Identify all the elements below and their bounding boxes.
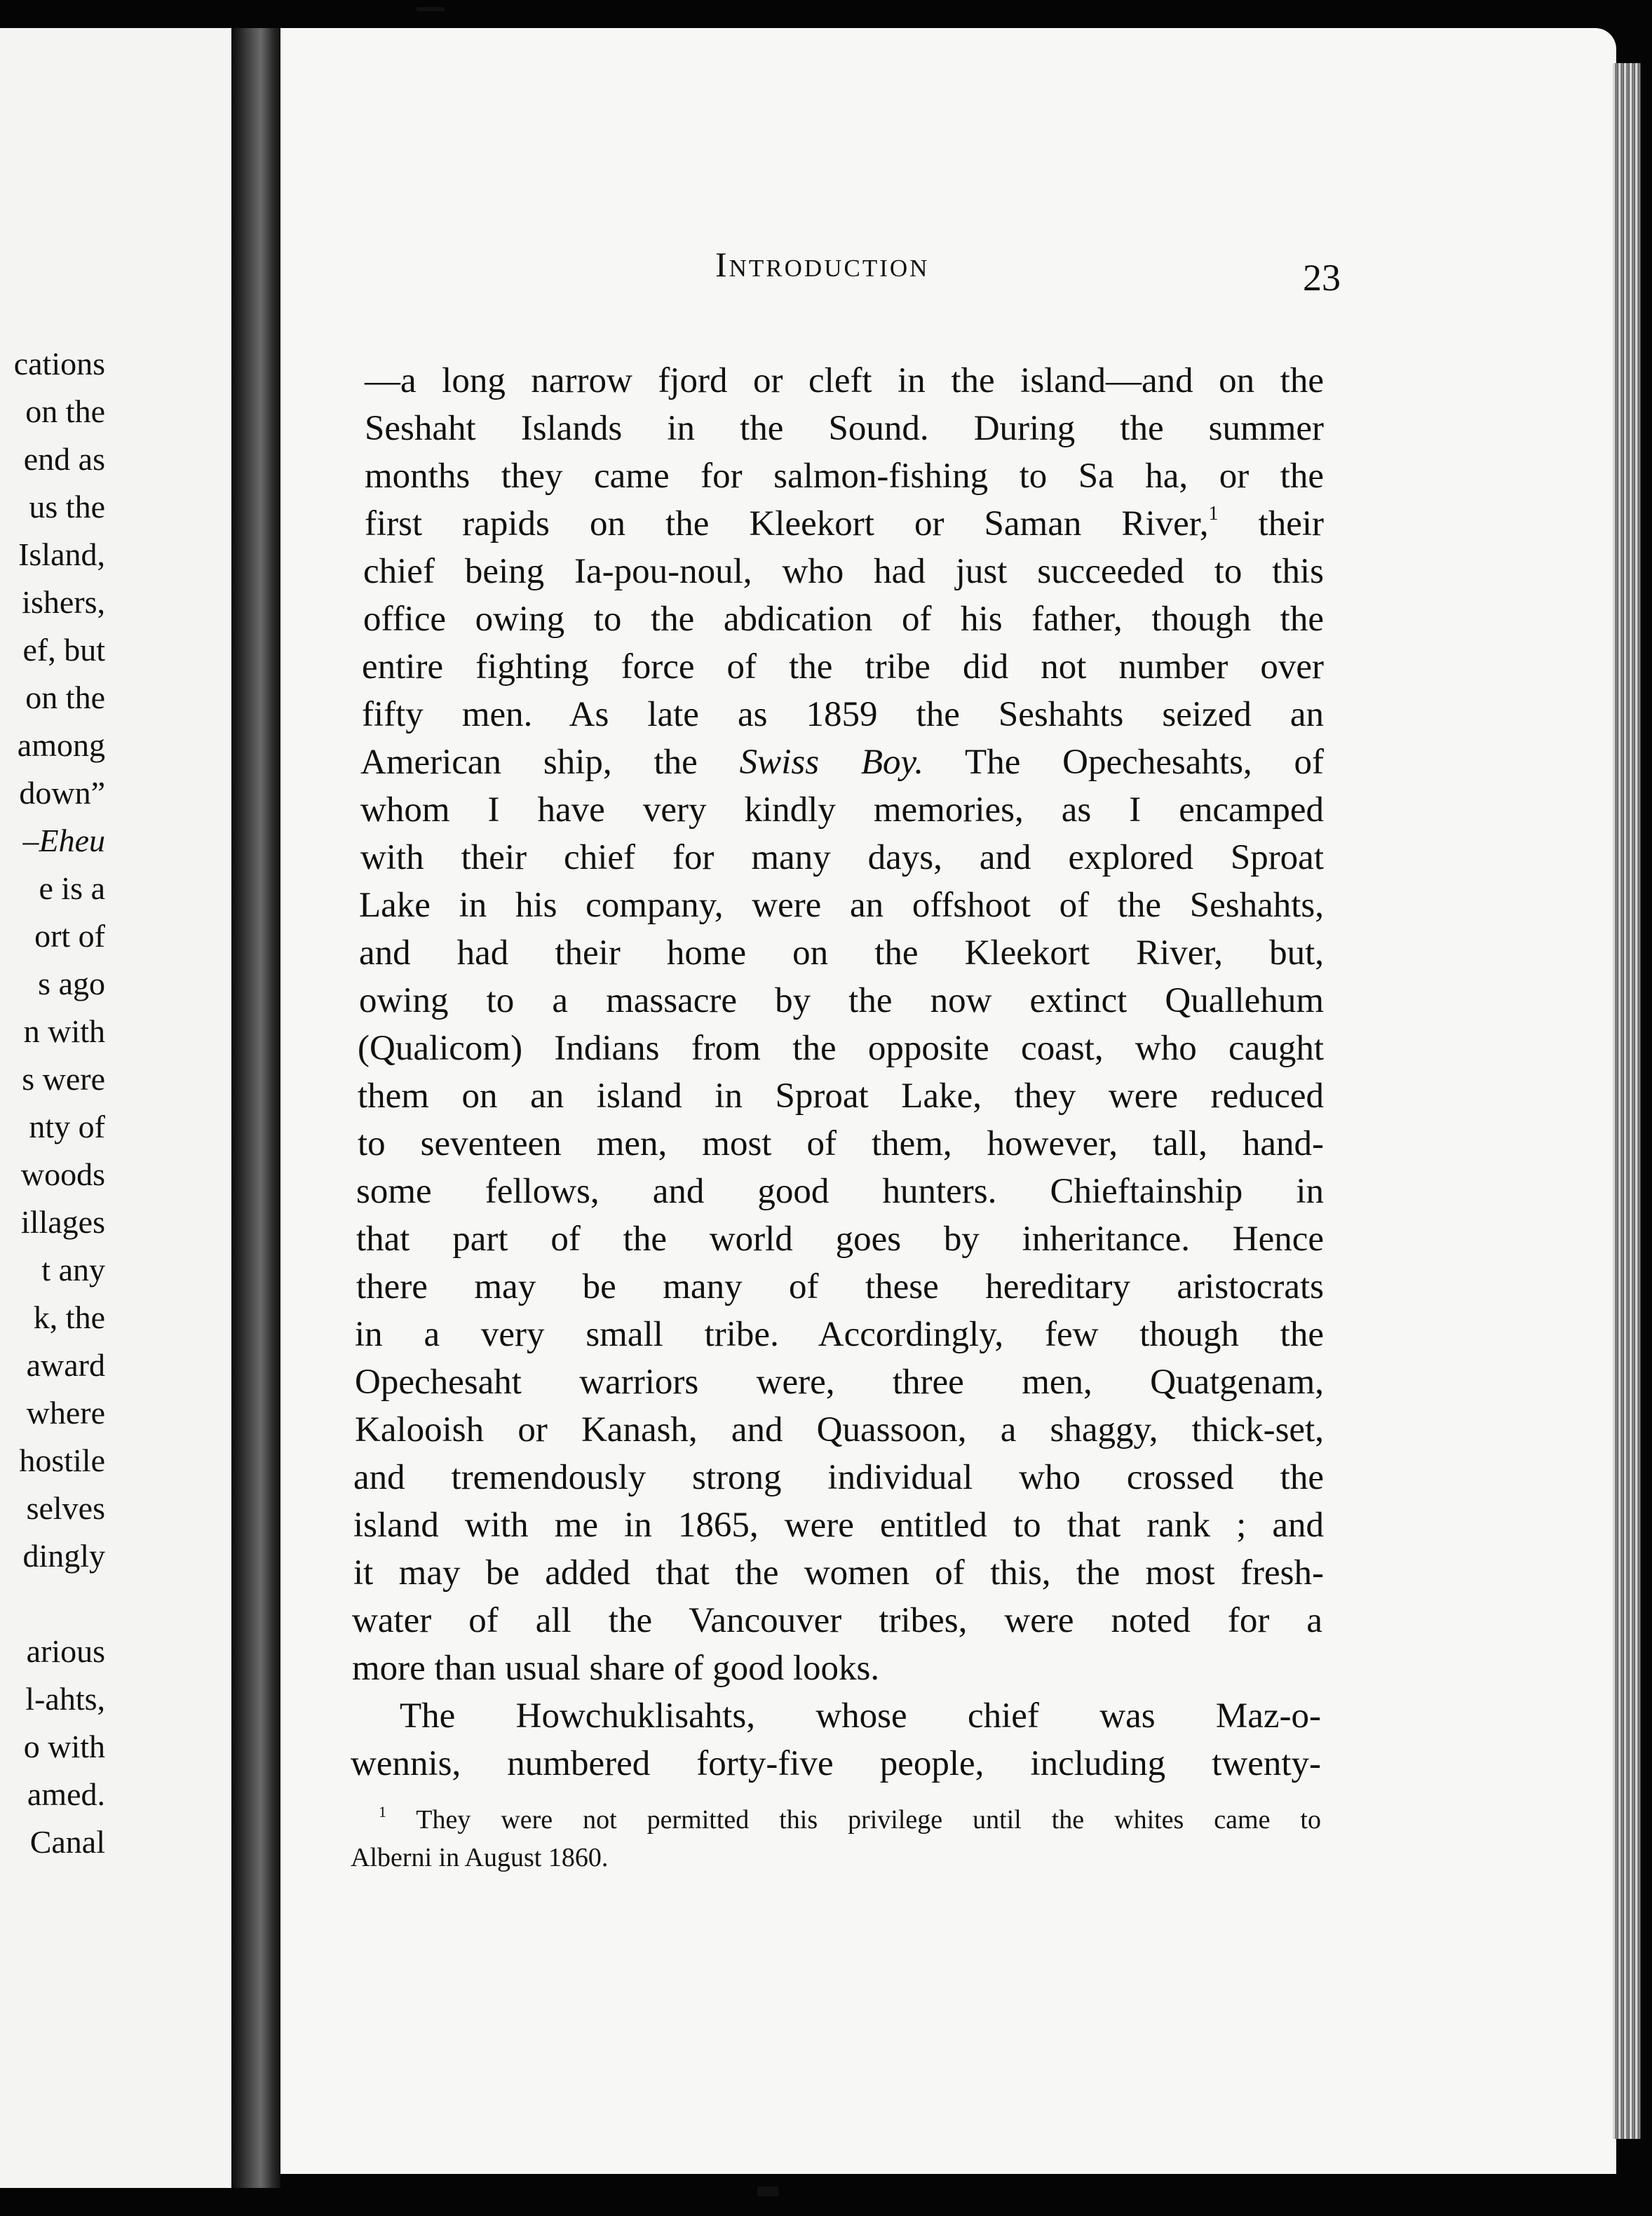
- left-page-fragment: k, the: [33, 1299, 105, 1335]
- body-line: and tremendously strong individual who crossed the: [353, 1458, 1324, 1497]
- left-page-fragment: amed.: [27, 1776, 105, 1812]
- body-line: entire fighting force of the tribe did not number over: [362, 647, 1324, 687]
- left-page-fragment: selves: [26, 1490, 105, 1526]
- left-page-fragment: us the: [29, 489, 105, 525]
- left-facing-page: [0, 28, 231, 2188]
- body-line: The Howchuklisahts, whose chief was Maz-o-: [400, 1696, 1321, 1736]
- left-page-fragment: t any: [41, 1252, 105, 1288]
- left-page-fragment: l-ahts,: [25, 1681, 105, 1717]
- body-line: with their chief for many days, and explored Sproat: [360, 838, 1324, 877]
- body-line: to seventeen men, most of them, however, tall, hand-: [358, 1124, 1324, 1163]
- left-page-fragment: –Eheu: [22, 823, 105, 858]
- footnote-line: [379, 1803, 1321, 1835]
- left-page-fragment: award: [26, 1347, 105, 1383]
- body-line: and had their home on the Kleekort River, but,: [359, 933, 1324, 973]
- page-number: 23: [1303, 257, 1341, 299]
- left-page-fragment: Island,: [18, 536, 105, 572]
- body-line: chief being Ia-pou-noul, who had just succeeded to this: [363, 552, 1324, 591]
- left-page-fragment: down”: [19, 775, 105, 811]
- page-edges: [1613, 63, 1641, 2139]
- body-line: wennis, numbered forty-five people, including twenty-: [351, 1744, 1321, 1783]
- left-page-fragment: among: [17, 727, 105, 763]
- body-line: whom I have very kindly memories, as I encamped: [360, 790, 1324, 830]
- left-page-fragment: on the: [25, 680, 105, 715]
- book-gutter: [231, 28, 280, 2188]
- body-line: [360, 745, 1324, 781]
- left-page-fragment: o with: [23, 1729, 105, 1764]
- body-line: Seshaht Islands in the Sound. During the summer: [365, 409, 1324, 448]
- left-page-fragment: dingly: [22, 1538, 105, 1574]
- left-page-fragment: hostile: [19, 1443, 105, 1478]
- left-page-fragment: ishers,: [22, 584, 105, 620]
- footnote-marker: 1: [1208, 503, 1219, 525]
- body-line-text: American ship, the: [360, 743, 698, 782]
- ship-name-italic: Swiss Boy.: [739, 743, 924, 782]
- body-line: Lake in his company, were an offshoot of the Seshahts,: [359, 886, 1324, 925]
- scan-speck: [757, 2187, 778, 2196]
- body-text: [280, 28, 1616, 2174]
- left-page-fragment: ort of: [34, 918, 105, 954]
- body-line: months they came for salmon-fishing to Sa ha, or the: [365, 457, 1324, 496]
- body-line: Opechesaht warriors were, three men, Quatgenam,: [355, 1363, 1324, 1402]
- running-head: Introduction: [715, 245, 930, 284]
- left-page-fragment: n with: [23, 1013, 105, 1049]
- left-page-fragment: e is a: [39, 870, 105, 906]
- body-line: owing to a massacre by the now extinct Quallehum: [359, 981, 1324, 1020]
- body-line: office owing to the abdication of his father, though the: [363, 600, 1324, 639]
- body-line: island with me in 1865, were entitled to that rank ; and: [353, 1506, 1324, 1545]
- left-page-fragment: woods: [20, 1156, 105, 1192]
- left-page-fragment: end as: [23, 441, 105, 477]
- body-line: Kalooish or Kanash, and Quassoon, a shaggy, thick-set,: [355, 1410, 1324, 1450]
- left-page-fragment: arious: [26, 1633, 105, 1669]
- body-line: —a long narrow fjord or cleft in the island—and on the: [365, 361, 1324, 400]
- footnote-number: 1: [379, 1803, 386, 1820]
- main-page: [280, 28, 1616, 2174]
- left-page-fragment: illages: [20, 1204, 105, 1240]
- left-page-fragment: ef, but: [22, 632, 105, 668]
- body-line-text: first rapids on the Kleekort or Saman River,: [365, 504, 1209, 543]
- body-line: (Qualicom) Indians from the opposite coast, who caught: [358, 1029, 1324, 1068]
- left-page-fragment: cations: [13, 346, 105, 381]
- body-line-text: their: [1258, 504, 1325, 543]
- body-line: it may be added that the women of this, the most fresh-: [353, 1553, 1324, 1593]
- left-page-fragment: s ago: [38, 966, 105, 1001]
- body-line-text: The Opechesahts, of: [965, 743, 1324, 782]
- left-page-fragment: on the: [25, 393, 105, 429]
- footnote-line: Alberni in August 1860.: [351, 1843, 609, 1872]
- body-line: some fellows, and good hunters. Chieftainship in: [356, 1172, 1324, 1211]
- left-page-fragment: nty of: [29, 1109, 105, 1144]
- body-line: [365, 503, 1325, 543]
- body-line: that part of the world goes by inheritance. Hence: [356, 1220, 1324, 1259]
- body-line: more than usual share of good looks.: [352, 1649, 880, 1688]
- body-line: there may be many of these hereditary aristocrats: [356, 1267, 1324, 1306]
- left-page-fragment: where: [26, 1395, 105, 1431]
- scan-speck: [417, 7, 445, 11]
- body-line: fifty men. As late as 1859 the Seshahts seized an: [362, 695, 1324, 734]
- left-page-fragment: Canal: [29, 1824, 105, 1860]
- footnote-text: They were not permitted this privilege until the whites came to: [416, 1805, 1321, 1835]
- body-line: in a very small tribe. Accordingly, few though the: [355, 1315, 1324, 1354]
- body-line: water of all the Vancouver tribes, were noted for a: [352, 1601, 1322, 1640]
- body-line: them on an island in Sproat Lake, they were reduced: [358, 1076, 1324, 1116]
- left-page-fragment: s were: [22, 1061, 105, 1097]
